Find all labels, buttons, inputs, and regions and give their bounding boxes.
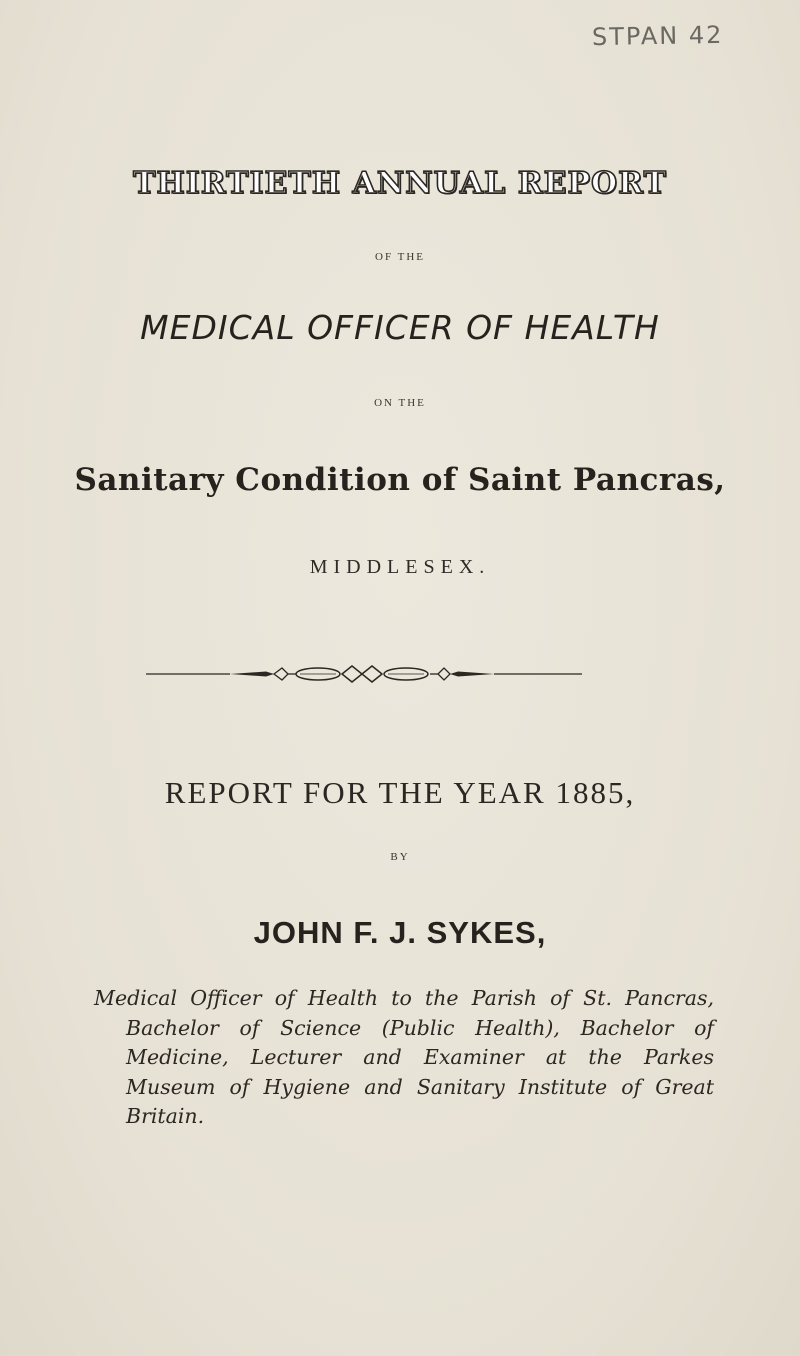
connector-of-the: OF THE bbox=[375, 251, 425, 263]
author-credentials: Medical Officer of Health to the Parish of St. Pancras, Bachelor of Science (Public Health), Bachelor of Medicine, Lecturer and Examiner at the Parkes Museum of Hygiene and Sanitary Institute of Great Britain. bbox=[94, 986, 714, 1128]
report-title: THIRTIETH ANNUAL REPORT bbox=[133, 166, 667, 201]
connector-on-the: ON THE bbox=[374, 397, 426, 409]
report-year-heading: REPORT FOR THE YEAR 1885, bbox=[164, 775, 636, 810]
author-name: JOHN F. J. SYKES, bbox=[253, 915, 547, 950]
shelfmark-annotation: STPAN 42 bbox=[591, 20, 724, 52]
county-heading: MIDDLESEX. bbox=[309, 556, 491, 578]
connector-by: BY bbox=[390, 851, 410, 863]
ornamental-rule-icon bbox=[146, 662, 582, 686]
subject-heading: Sanitary Condition of Saint Pancras, bbox=[74, 462, 726, 498]
officer-heading: MEDICAL OFFICER OF HEALTH bbox=[140, 308, 660, 347]
